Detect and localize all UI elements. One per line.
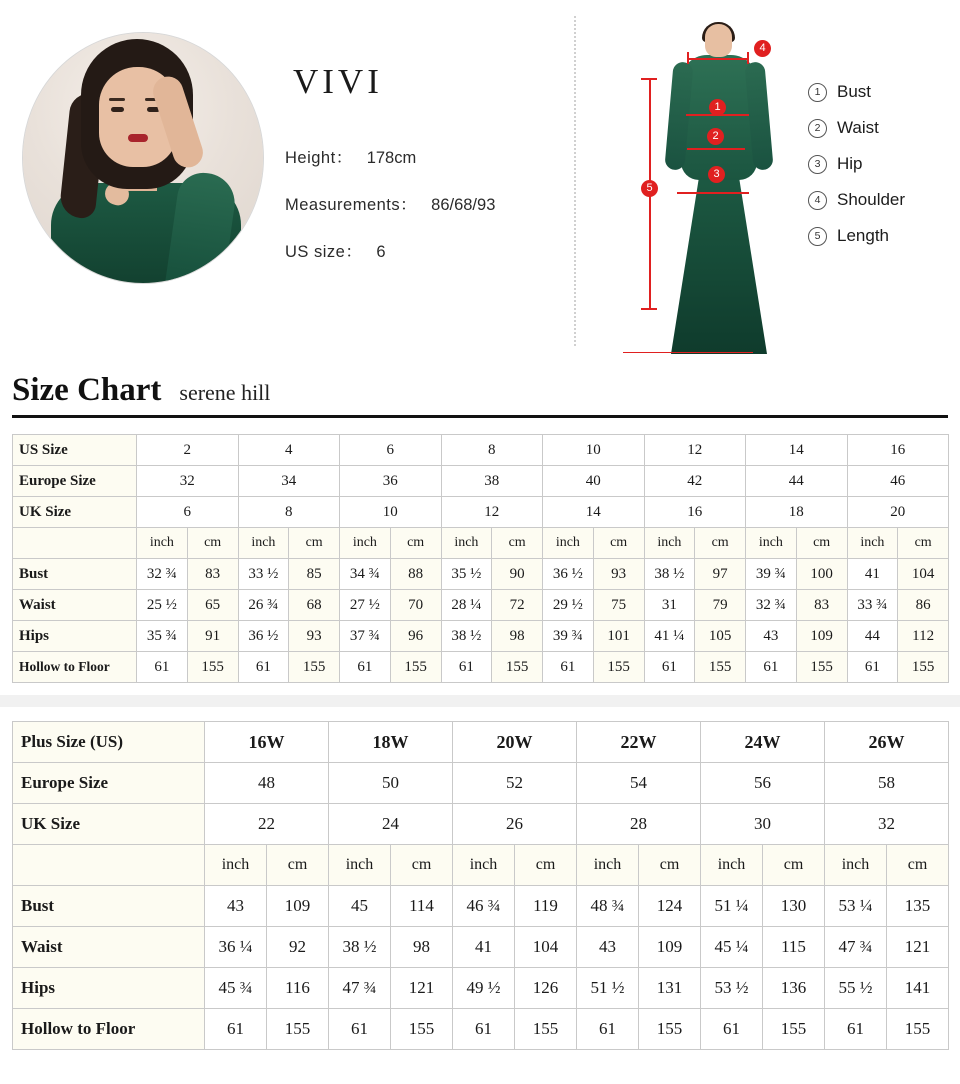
cell-waist: 75 [593, 590, 644, 621]
cell-hollow: 61 [205, 1009, 267, 1050]
cell-us-14: 14 [746, 435, 848, 466]
cell-waist: 121 [887, 927, 949, 968]
unit-inch: inch [453, 845, 515, 886]
cell-uk-12: 12 [441, 497, 543, 528]
cell-waist: 31 [644, 590, 695, 621]
cell-hips: 43 [746, 621, 797, 652]
cell-hollow: 155 [593, 652, 644, 683]
marker-shoulder: 4 [754, 40, 771, 57]
cell-waist: 38 ½ [329, 927, 391, 968]
cell-hips: 109 [796, 621, 847, 652]
legend-label: Bust [837, 82, 872, 101]
cell-hollow: 61 [238, 652, 289, 683]
row-label-us-size: US Size [13, 435, 137, 466]
cell-waist: 41 [453, 927, 515, 968]
row-label-bust: Bust [13, 559, 137, 590]
legend-item-waist [808, 118, 953, 138]
cell-bust: 85 [289, 559, 340, 590]
cell-eu-54: 54 [577, 763, 701, 804]
cell-eu-56: 56 [701, 763, 825, 804]
cell-waist: 70 [390, 590, 441, 621]
legend-number-icon: 1 [808, 83, 827, 102]
cell-bust: 100 [796, 559, 847, 590]
cell-uk-20: 20 [847, 497, 949, 528]
cell-hollow: 155 [492, 652, 543, 683]
cell-waist: 92 [267, 927, 329, 968]
cell-hips: 136 [763, 968, 825, 1009]
table-row-uk-size [13, 497, 949, 528]
cell-waist: 68 [289, 590, 340, 621]
unit-inch: inch [329, 845, 391, 886]
cell-hollow: 61 [825, 1009, 887, 1050]
cell-uk-6: 6 [137, 497, 239, 528]
marker-waist: 2 [707, 128, 724, 145]
cell-hips: 93 [289, 621, 340, 652]
unit-cm: cm [390, 528, 441, 559]
cell-uk-22: 22 [205, 804, 329, 845]
table-row-hips [13, 621, 949, 652]
model-height-label: Height： [285, 149, 353, 167]
cell-hollow: 61 [701, 1009, 763, 1050]
cell-hollow: 155 [898, 652, 949, 683]
legend-item-hip [808, 154, 953, 174]
cell-hollow: 155 [289, 652, 340, 683]
legend-item-bust [808, 82, 953, 102]
cell-plus-22w: 22W [577, 722, 701, 763]
unit-cm: cm [187, 528, 238, 559]
cell-bust: 36 ½ [543, 559, 594, 590]
cell-hips: 49 ½ [453, 968, 515, 1009]
cell-eu-36: 36 [340, 466, 442, 497]
table-row-units [13, 528, 949, 559]
model-height [285, 144, 585, 168]
legend-number-icon: 2 [808, 119, 827, 138]
legend-item-shoulder [808, 190, 953, 210]
unit-inch: inch [825, 845, 887, 886]
title-divider [12, 415, 948, 418]
cell-bust: 90 [492, 559, 543, 590]
cell-waist: 104 [515, 927, 577, 968]
legend-number-icon: 4 [808, 191, 827, 210]
cell-bust: 35 ½ [441, 559, 492, 590]
row-label-units [13, 845, 205, 886]
cell-waist: 29 ½ [543, 590, 594, 621]
cell-hollow: 155 [515, 1009, 577, 1050]
cell-bust: 32 ¾ [137, 559, 188, 590]
unit-inch: inch [577, 845, 639, 886]
cell-hips: 116 [267, 968, 329, 1009]
cell-hollow: 61 [644, 652, 695, 683]
cell-waist: 43 [577, 927, 639, 968]
cell-bust: 39 ¾ [746, 559, 797, 590]
row-label-hollow-to-floor: Hollow to Floor [13, 1009, 205, 1050]
photo-lips [128, 134, 148, 142]
table-row-waist [13, 590, 949, 621]
model-ussize-value: 6 [376, 243, 386, 261]
cell-hollow: 155 [639, 1009, 701, 1050]
plus-size-table [12, 721, 949, 1050]
cell-bust: 93 [593, 559, 644, 590]
row-label-uk-size: UK Size [13, 804, 205, 845]
unit-cm: cm [639, 845, 701, 886]
cell-bust: 119 [515, 886, 577, 927]
unit-cm: cm [289, 528, 340, 559]
row-label-waist: Waist [13, 927, 205, 968]
legend-label: Hip [837, 154, 863, 173]
unit-inch: inch [441, 528, 492, 559]
table-row-waist [13, 927, 949, 968]
cell-us-2: 2 [137, 435, 239, 466]
cell-waist: 26 ¾ [238, 590, 289, 621]
cell-uk-26: 26 [453, 804, 577, 845]
model-measurements-label: Measurements： [285, 196, 418, 214]
cell-hips: 96 [390, 621, 441, 652]
standard-size-table [12, 434, 949, 683]
cell-uk-28: 28 [577, 804, 701, 845]
legend-number-icon: 3 [808, 155, 827, 174]
cell-hips: 38 ½ [441, 621, 492, 652]
figure-dress-illustration [663, 22, 773, 352]
measurement-legend [808, 82, 953, 262]
cell-eu-48: 48 [205, 763, 329, 804]
cell-hollow: 61 [847, 652, 898, 683]
cell-uk-18: 18 [746, 497, 848, 528]
cell-waist: 47 ¾ [825, 927, 887, 968]
cell-plus-24w: 24W [701, 722, 825, 763]
legend-label: Length [837, 226, 889, 245]
size-chart-header [12, 372, 960, 409]
page-title: Size Chart [12, 372, 162, 408]
row-label-hips: Hips [13, 621, 137, 652]
measurement-figure [605, 14, 835, 360]
unit-cm: cm [391, 845, 453, 886]
row-label-uk-size: UK Size [13, 497, 137, 528]
cell-eu-38: 38 [441, 466, 543, 497]
page-subtitle: serene hill [179, 380, 271, 405]
cell-hips: 45 ¾ [205, 968, 267, 1009]
cell-plus-26w: 26W [825, 722, 949, 763]
model-measurements [285, 191, 585, 215]
cell-hips: 91 [187, 621, 238, 652]
cell-hips: 35 ¾ [137, 621, 188, 652]
cell-hollow: 155 [267, 1009, 329, 1050]
cell-bust: 97 [695, 559, 746, 590]
vertical-dotted-divider [574, 16, 576, 346]
cell-waist: 36 ¼ [205, 927, 267, 968]
unit-cm: cm [593, 528, 644, 559]
cell-hips: 37 ¾ [340, 621, 391, 652]
cell-bust: 34 ¾ [340, 559, 391, 590]
cell-uk-14: 14 [543, 497, 645, 528]
cell-hollow: 61 [441, 652, 492, 683]
unit-inch: inch [746, 528, 797, 559]
length-tick-top [641, 78, 657, 80]
cell-bust: 51 ¼ [701, 886, 763, 927]
cell-waist: 86 [898, 590, 949, 621]
cell-bust: 45 [329, 886, 391, 927]
cell-bust: 88 [390, 559, 441, 590]
cell-waist: 79 [695, 590, 746, 621]
cell-us-6: 6 [340, 435, 442, 466]
table-row-uk-size [13, 804, 949, 845]
cell-hollow: 155 [391, 1009, 453, 1050]
cell-waist: 109 [639, 927, 701, 968]
cell-hips: 112 [898, 621, 949, 652]
legend-label: Shoulder [837, 190, 906, 209]
legend-item-length [808, 226, 953, 246]
legend-number-icon: 5 [808, 227, 827, 246]
cell-us-4: 4 [238, 435, 340, 466]
cell-waist: 32 ¾ [746, 590, 797, 621]
cell-waist: 45 ¼ [701, 927, 763, 968]
cell-hollow: 155 [796, 652, 847, 683]
figure-head [705, 24, 732, 57]
cell-bust: 53 ¼ [825, 886, 887, 927]
unit-cm: cm [695, 528, 746, 559]
length-tick-bottom [641, 308, 657, 310]
unit-inch: inch [205, 845, 267, 886]
unit-inch: inch [137, 528, 188, 559]
floor-line [623, 352, 753, 353]
cell-plus-18w: 18W [329, 722, 453, 763]
marker-length: 5 [641, 180, 658, 197]
cell-hollow: 61 [453, 1009, 515, 1050]
row-label-units [13, 528, 137, 559]
cell-bust: 109 [267, 886, 329, 927]
cell-plus-20w: 20W [453, 722, 577, 763]
model-ussize-label: US size： [285, 243, 363, 261]
cell-hollow: 155 [887, 1009, 949, 1050]
unit-cm: cm [887, 845, 949, 886]
unit-inch: inch [644, 528, 695, 559]
cell-us-12: 12 [644, 435, 746, 466]
cell-bust: 135 [887, 886, 949, 927]
table-row-plus-size [13, 722, 949, 763]
cell-waist: 33 ¾ [847, 590, 898, 621]
cell-hips: 44 [847, 621, 898, 652]
cell-eu-34: 34 [238, 466, 340, 497]
photo-eye-left [111, 107, 124, 112]
cell-eu-46: 46 [847, 466, 949, 497]
unit-inch: inch [543, 528, 594, 559]
unit-cm: cm [267, 845, 329, 886]
brand-name: VIVI [293, 62, 383, 101]
cell-hips: 53 ½ [701, 968, 763, 1009]
unit-inch: inch [701, 845, 763, 886]
cell-hips: 131 [639, 968, 701, 1009]
cell-bust: 114 [391, 886, 453, 927]
cell-bust: 83 [187, 559, 238, 590]
cell-waist: 65 [187, 590, 238, 621]
unit-cm: cm [492, 528, 543, 559]
cell-hips: 41 ¼ [644, 621, 695, 652]
section-divider-band [0, 695, 960, 707]
unit-cm: cm [763, 845, 825, 886]
unit-cm: cm [898, 528, 949, 559]
cell-hips: 47 ¾ [329, 968, 391, 1009]
waist-measure-line [687, 148, 745, 150]
cell-bust: 104 [898, 559, 949, 590]
model-specs [285, 14, 585, 360]
table-row-hollow-to-floor [13, 1009, 949, 1050]
shoulder-measure-line [687, 58, 749, 60]
cell-hips: 36 ½ [238, 621, 289, 652]
cell-us-10: 10 [543, 435, 645, 466]
unit-inch: inch [847, 528, 898, 559]
cell-hips: 126 [515, 968, 577, 1009]
cell-uk-10: 10 [340, 497, 442, 528]
row-label-plus-size: Plus Size (US) [13, 722, 205, 763]
cell-uk-8: 8 [238, 497, 340, 528]
cell-hollow: 155 [390, 652, 441, 683]
model-ussize [285, 238, 585, 262]
cell-eu-58: 58 [825, 763, 949, 804]
table-row-us-size [13, 435, 949, 466]
marker-bust: 1 [709, 99, 726, 116]
cell-uk-32: 32 [825, 804, 949, 845]
table-row-europe-size [13, 466, 949, 497]
model-info-section [0, 0, 960, 360]
cell-waist: 98 [391, 927, 453, 968]
row-label-hollow-to-floor: Hollow to Floor [13, 652, 137, 683]
cell-eu-52: 52 [453, 763, 577, 804]
table-row-bust [13, 559, 949, 590]
row-label-waist: Waist [13, 590, 137, 621]
cell-uk-16: 16 [644, 497, 746, 528]
cell-waist: 27 ½ [340, 590, 391, 621]
legend-label: Waist [837, 118, 879, 137]
figure-skirt [671, 172, 767, 354]
unit-cm: cm [796, 528, 847, 559]
hip-measure-line [677, 192, 749, 194]
cell-bust: 43 [205, 886, 267, 927]
cell-eu-50: 50 [329, 763, 453, 804]
cell-bust: 46 ¾ [453, 886, 515, 927]
cell-waist: 115 [763, 927, 825, 968]
cell-hips: 55 ½ [825, 968, 887, 1009]
cell-hollow: 61 [340, 652, 391, 683]
row-label-bust: Bust [13, 886, 205, 927]
unit-inch: inch [238, 528, 289, 559]
cell-eu-44: 44 [746, 466, 848, 497]
cell-bust: 124 [639, 886, 701, 927]
shoulder-tick-left [687, 52, 689, 64]
table-row-units [13, 845, 949, 886]
cell-hollow: 61 [543, 652, 594, 683]
cell-hips: 101 [593, 621, 644, 652]
model-height-value: 178cm [366, 149, 417, 167]
table-row-europe-size [13, 763, 949, 804]
cell-us-16: 16 [847, 435, 949, 466]
cell-bust: 33 ½ [238, 559, 289, 590]
cell-waist: 83 [796, 590, 847, 621]
cell-hips: 98 [492, 621, 543, 652]
cell-uk-24: 24 [329, 804, 453, 845]
cell-hollow: 61 [746, 652, 797, 683]
cell-hips: 105 [695, 621, 746, 652]
cell-hollow: 61 [137, 652, 188, 683]
cell-hollow: 155 [763, 1009, 825, 1050]
photo-eyebrow-left [109, 98, 125, 101]
cell-waist: 28 ¼ [441, 590, 492, 621]
cell-eu-42: 42 [644, 466, 746, 497]
cell-hips: 51 ½ [577, 968, 639, 1009]
row-label-europe-size: Europe Size [13, 466, 137, 497]
model-photo [22, 32, 264, 284]
cell-hollow: 155 [187, 652, 238, 683]
cell-hips: 39 ¾ [543, 621, 594, 652]
cell-hips: 141 [887, 968, 949, 1009]
unit-inch: inch [340, 528, 391, 559]
cell-uk-30: 30 [701, 804, 825, 845]
cell-eu-32: 32 [137, 466, 239, 497]
cell-bust: 38 ½ [644, 559, 695, 590]
cell-plus-16w: 16W [205, 722, 329, 763]
cell-hips: 121 [391, 968, 453, 1009]
table-row-hollow-to-floor [13, 652, 949, 683]
unit-cm: cm [515, 845, 577, 886]
table-row-bust [13, 886, 949, 927]
cell-bust: 41 [847, 559, 898, 590]
row-label-europe-size: Europe Size [13, 763, 205, 804]
cell-us-8: 8 [441, 435, 543, 466]
model-photo-container [22, 32, 277, 360]
cell-waist: 25 ½ [137, 590, 188, 621]
cell-bust: 48 ¾ [577, 886, 639, 927]
row-label-hips: Hips [13, 968, 205, 1009]
table-row-hips [13, 968, 949, 1009]
cell-eu-40: 40 [543, 466, 645, 497]
cell-bust: 130 [763, 886, 825, 927]
marker-hip: 3 [708, 166, 725, 183]
model-measurements-value: 86/68/93 [431, 196, 496, 214]
cell-hollow: 61 [329, 1009, 391, 1050]
shoulder-tick-right [747, 52, 749, 64]
cell-hollow: 61 [577, 1009, 639, 1050]
cell-waist: 72 [492, 590, 543, 621]
cell-hollow: 155 [695, 652, 746, 683]
